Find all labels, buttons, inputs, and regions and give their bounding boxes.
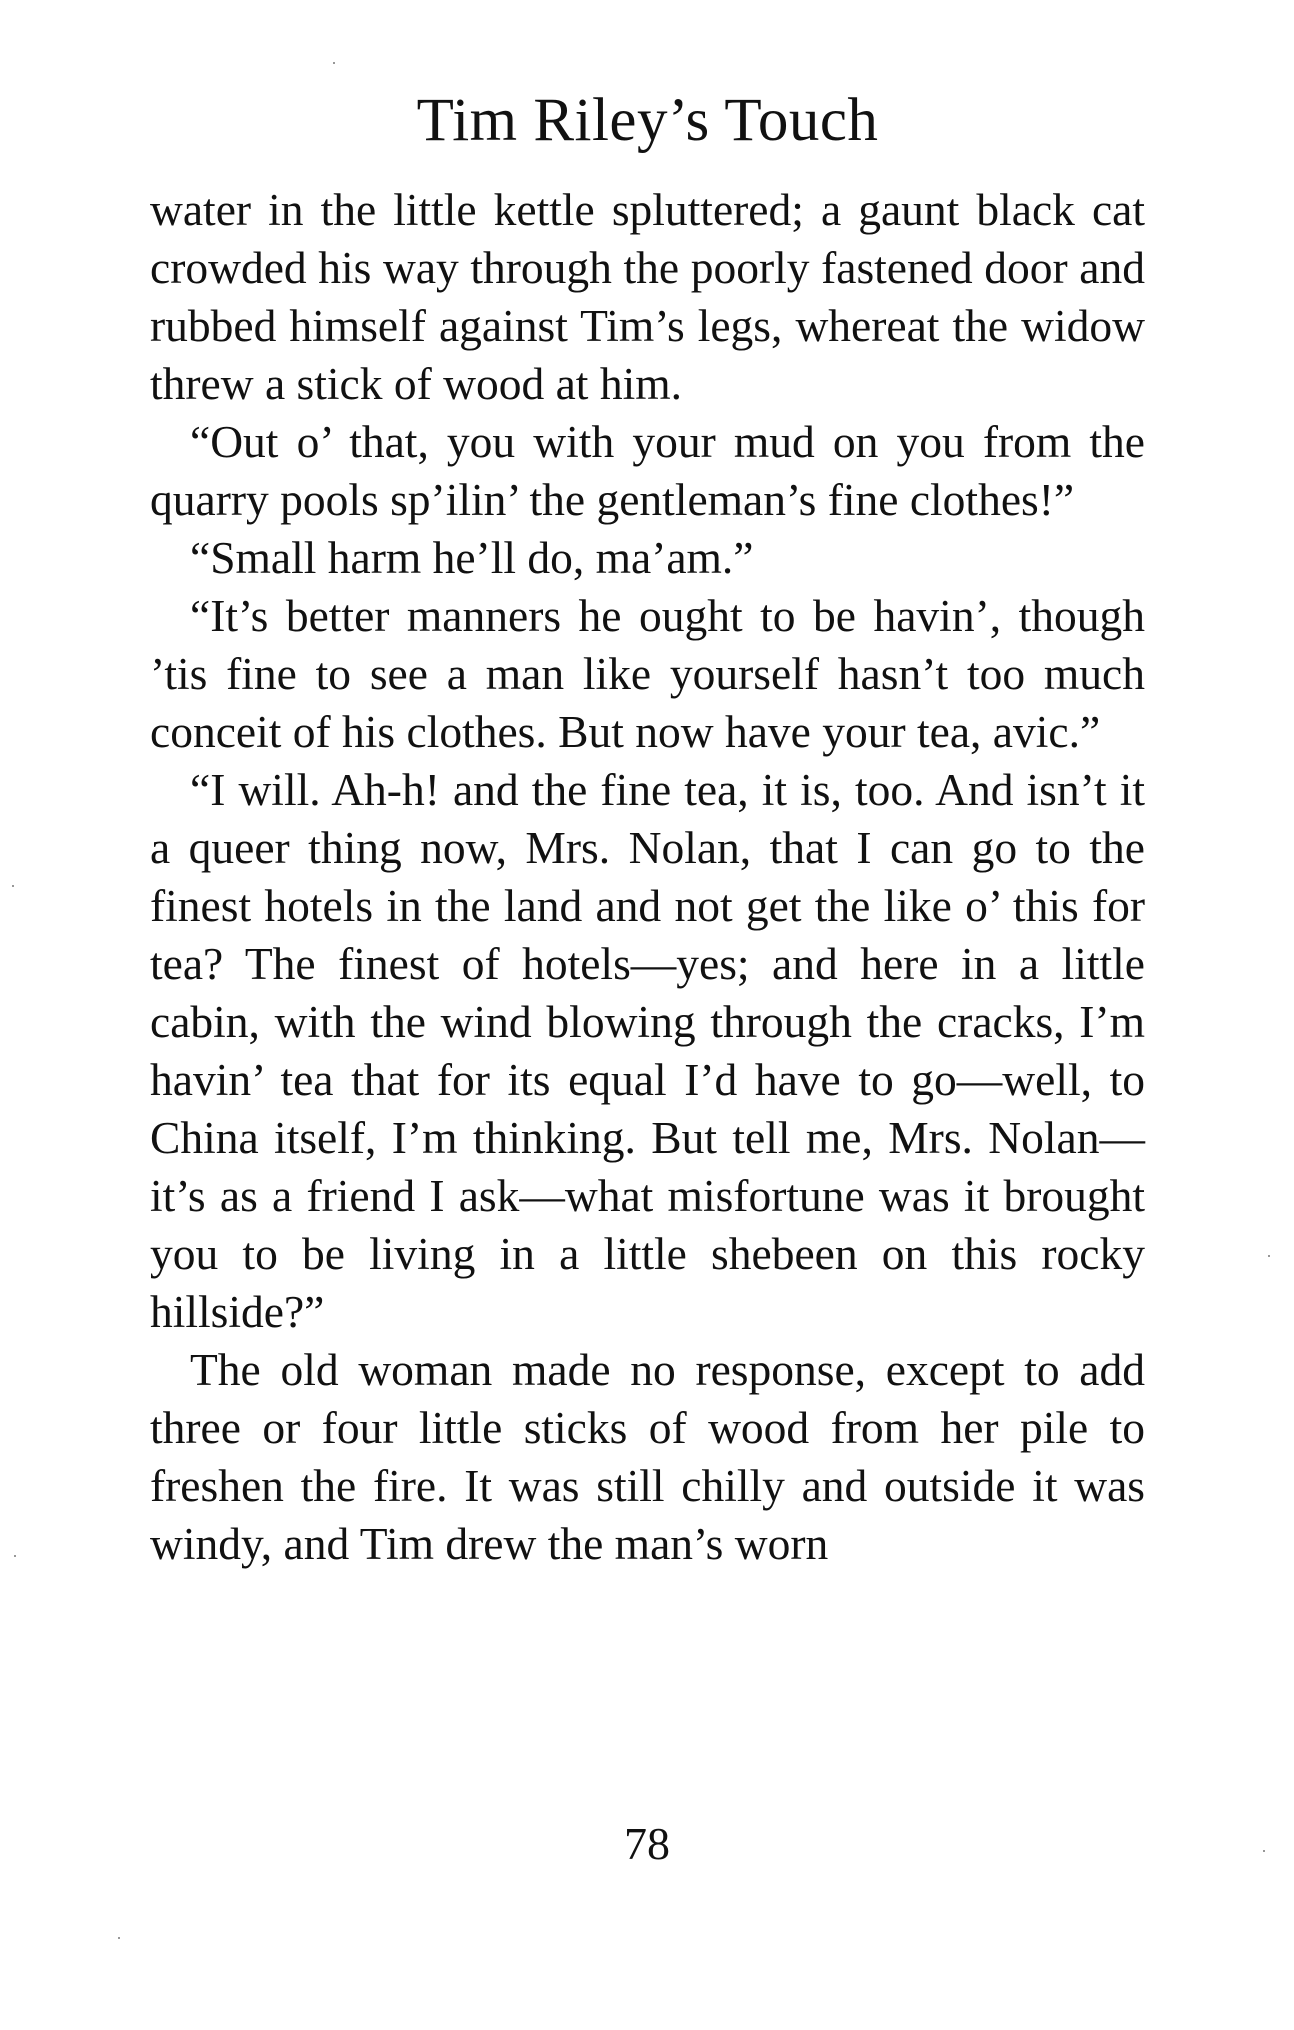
body-text [150, 181, 1145, 1573]
scan-speck [12, 885, 14, 887]
paragraph: “I will. Ah-h! and the fine tea, it is, too. And isn’t it a queer thing now, Mrs. Nolan, that I can go to the finest hotels in the land and not get the like o’ this for tea? The finest of hotels—yes; and here in a little cabin, with the wind blowing through the cracks, I’m havin’ tea that for its equal I’d have to go—well, to China itself, I’m thinking. But tell me, Mrs. Nolan—it’s as a friend I ask—what misfortune was it brought you to be living in a little shebeen on this rocky hillside?” [150, 764, 1145, 1337]
page-number: 78 [624, 1818, 670, 1869]
book-page [150, 87, 1145, 1573]
paragraph: The old woman made no response, except to add three or four little sticks of wood from her pile to freshen the fire. It was still chilly and outside it was windy, and Tim drew the man’s worn [150, 1344, 1145, 1569]
paragraph: “Small harm he’ll do, ma’am.” [190, 532, 754, 583]
scan-speck [333, 62, 335, 64]
scan-speck [1263, 1850, 1265, 1852]
paragraph-continuation: water in the little kettle spluttered; a gaunt black cat crowded his way through the poorly fastened door and rubbed himself against Tim’s legs, whereat the widow threw a stick of wood at him. [150, 184, 1145, 409]
running-head: Tim Riley’s Touch [416, 87, 879, 154]
scan-speck [118, 1937, 120, 1939]
scan-speck [14, 1555, 16, 1557]
paragraph: “Out o’ that, you with your mud on you from the quarry pools sp’ilin’ the gentleman’s fine clothes!” [150, 416, 1145, 525]
scan-speck [1268, 1255, 1270, 1257]
paragraph: “It’s better manners he ought to be havin’, though ’tis fine to see a man like yourself hasn’t too much conceit of his clothes. But now have your tea, avic.” [150, 590, 1145, 757]
